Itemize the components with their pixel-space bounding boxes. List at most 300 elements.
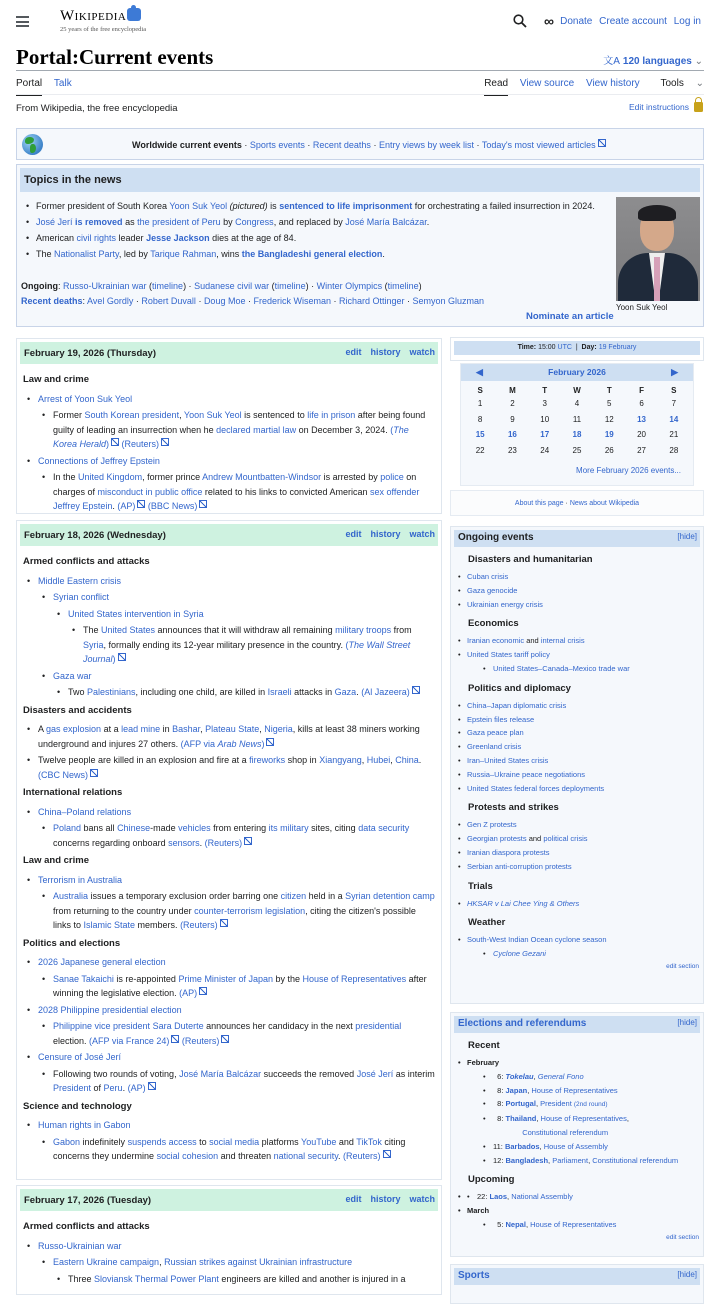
- election-link[interactable]: House of Representatives: [531, 1085, 618, 1095]
- story-item: • The United States announces that it will withdraw all remaining military troops from Syria, formally ending its 12-year military presence in the country. (The Wall Street Journal): [68, 623, 435, 667]
- tools-label: Tools: [660, 78, 684, 89]
- source-link[interactable]: (Reuters): [122, 439, 170, 449]
- ongoing-link[interactable]: Gaza peace plan: [467, 728, 524, 738]
- section-heading: Recent: [468, 1040, 500, 1051]
- tabs-divider: [16, 94, 704, 95]
- bangladeshi-election-link[interactable]: the Bangladeshi general election: [241, 249, 383, 259]
- calendar-day-link[interactable]: 13: [637, 414, 646, 424]
- election-link[interactable]: Constitutional referendum: [592, 1155, 679, 1165]
- ongoing-link[interactable]: Serbian anti-corruption protests: [467, 861, 572, 871]
- inline-link[interactable]: South Korean president: [84, 410, 180, 420]
- itn-item: • José Jerí is removed as the president of Peru by Congress, and replaced by José María Balcázar.: [23, 215, 595, 230]
- ongoing-link[interactable]: Iranian economic: [467, 636, 525, 646]
- tools-dropdown[interactable]: [651, 78, 704, 99]
- weekday-header: S: [671, 386, 677, 395]
- source-link[interactable]: (CBC News): [38, 770, 98, 780]
- itn-item: • The Nationalist Party, led by Tarique Rahman, wins the Bangladeshi general election.: [23, 247, 595, 262]
- list-item: • Iranian economic and internal crisis: [451, 634, 703, 648]
- election-item: • 6: Tokelau, General Fono: [480, 1070, 703, 1084]
- story-topic: [23, 955, 435, 1001]
- inline-link[interactable]: Andrew Mountbatten-Windsor: [202, 472, 322, 482]
- tarique-rahman-link[interactable]: Tarique Rahman: [150, 249, 217, 259]
- timeline-link[interactable]: timeline: [387, 281, 419, 291]
- ongoing-link[interactable]: Iran–United States crisis: [467, 755, 549, 765]
- calendar-day: 10: [540, 414, 550, 424]
- list-item: [451, 726, 703, 740]
- day-tools: [336, 347, 435, 357]
- about-page-link[interactable]: About this page: [514, 500, 564, 507]
- country-link[interactable]: Nepal: [505, 1219, 526, 1229]
- ongoing-link[interactable]: Epstein files release: [467, 714, 535, 724]
- inline-link[interactable]: lead mine: [121, 724, 161, 734]
- calendar-day-link[interactable]: 16: [507, 430, 517, 440]
- election-link[interactable]: House of Representatives: [540, 1114, 627, 1124]
- inline-link[interactable]: declared martial law: [216, 424, 297, 435]
- weekday-header: F: [639, 386, 644, 395]
- inline-link[interactable]: life in prison: [307, 410, 356, 420]
- puzzle-globe-icon: [127, 8, 141, 21]
- ongoing-link[interactable]: Gaza genocide: [467, 585, 518, 595]
- edit-section-link[interactable]: edit section: [666, 962, 699, 970]
- logo-tagline: 25 years of the free encyclopedia: [60, 26, 147, 33]
- day-label: Day:: [581, 344, 597, 351]
- edit-instructions-link[interactable]: Edit instructions: [629, 102, 689, 112]
- ongoing-link[interactable]: Cyclone Gezani: [493, 949, 546, 959]
- topic-link[interactable]: Russian strikes against Ukrainian infrastructure: [164, 1257, 353, 1267]
- inline-link[interactable]: YouTube: [301, 1136, 337, 1147]
- source-link[interactable]: (AFP via Arab News): [181, 739, 275, 749]
- panel-title[interactable]: Elections and referendums: [458, 1018, 587, 1029]
- calendar-day: 9: [510, 414, 515, 424]
- tab-read[interactable]: Read: [484, 78, 508, 96]
- day-tools: [336, 1194, 435, 1204]
- death-link[interactable]: Avel Gordly: [87, 296, 134, 306]
- inline-link[interactable]: military troops: [335, 625, 392, 635]
- list-item: [451, 818, 703, 832]
- inline-link[interactable]: social cohesion: [156, 1151, 219, 1161]
- news-about-wikipedia-link[interactable]: News about Wikipedia: [569, 500, 640, 507]
- edit-link[interactable]: edit: [345, 347, 362, 357]
- ongoing-link[interactable]: United States–Canada–Mexico trade war: [493, 663, 630, 673]
- tab-view-source[interactable]: View source: [519, 78, 575, 89]
- category-heading: Law and crime: [23, 374, 89, 385]
- sports-header: [454, 1268, 700, 1285]
- inline-link[interactable]: its military: [268, 823, 309, 833]
- topic-link[interactable]: 2026 Japanese general election: [38, 957, 166, 967]
- sports-events-link[interactable]: Sports events: [249, 140, 305, 150]
- most-viewed-link[interactable]: Today's most viewed articles: [482, 140, 606, 150]
- inline-link[interactable]: House of Representatives: [302, 973, 407, 984]
- day-block: [16, 338, 442, 514]
- election-item: • • 22: Laos, National Assembly: [464, 1190, 703, 1204]
- story-topic: [23, 574, 435, 700]
- ongoing-link[interactable]: Gen Z protests: [467, 820, 517, 830]
- jesse-jackson-link[interactable]: Jesse Jackson: [146, 233, 210, 243]
- inline-link[interactable]: vehicles: [178, 823, 211, 833]
- calendar: [460, 363, 694, 486]
- inline-link[interactable]: Chinese: [117, 823, 151, 833]
- source-link[interactable]: (AFP via France 24): [89, 1036, 179, 1046]
- inline-link[interactable]: Gaza: [334, 687, 357, 697]
- list-item: • Georgian protests and political crisis: [451, 832, 703, 846]
- weekday-header: M: [509, 386, 516, 395]
- source-link[interactable]: (Reuters): [182, 1036, 230, 1046]
- inline-link[interactable]: fireworks: [249, 755, 286, 765]
- story-item: • Philippine vice president Sara Duterte announces her candidacy in the next presidential election. (AFP via France 24) (Reuters): [38, 1019, 435, 1048]
- nationalist-party-link[interactable]: Nationalist Party: [54, 249, 119, 259]
- edit-link[interactable]: edit: [345, 529, 362, 539]
- day-date: February 18, 2026 (Wednesday): [24, 530, 166, 541]
- category-heading: Science and technology: [23, 1100, 132, 1112]
- story-item: • Twelve people are killed in an explosion and fire at a fireworks shop in Xiangyang, Hubei, China. (CBC News): [23, 753, 435, 782]
- election-item: • 12: Bangladesh, Parliament, Constitutional referendum: [480, 1154, 703, 1168]
- ongoing-link[interactable]: Russia–Ukraine peace negotiations: [467, 769, 585, 779]
- itn-header: Topics in the news: [20, 168, 700, 192]
- inline-link[interactable]: Gabon: [53, 1136, 81, 1147]
- calendar-day-link[interactable]: 18: [572, 430, 582, 440]
- timeline-link[interactable]: timeline: [274, 281, 306, 291]
- source-link[interactable]: (AP): [179, 988, 207, 998]
- calendar-month[interactable]: February 2026: [548, 367, 606, 377]
- election-link[interactable]: General Fono: [537, 1071, 584, 1081]
- election-link[interactable]: House of Assembly: [543, 1141, 608, 1151]
- story-item: • Former South Korean president, Yoon Suk Yeol is sentenced to life in prison after being found guilty of leading an insurrection when he declared martial law on December 3, 2024. (The Korea Herald) (Reuters): [38, 408, 435, 452]
- topic-link[interactable]: China–Poland relations: [38, 806, 132, 817]
- calendar-day-link[interactable]: 15: [475, 430, 485, 440]
- story-item: • In the United Kingdom, former prince Andrew Mountbatten-Windsor is arrested by police on charges of misconduct in public office related to his links to convicted American sex offender Jeffrey Epstein. (AP) (BBC News): [38, 470, 435, 514]
- nominate-article-link[interactable]: Nominate an article: [526, 311, 614, 322]
- elections-header: [454, 1016, 700, 1033]
- month-item: [451, 1056, 703, 1167]
- inline-link[interactable]: Sanae Takaichi: [53, 973, 114, 984]
- story-topic: [23, 392, 435, 452]
- inline-link[interactable]: national security: [273, 1151, 339, 1161]
- topics-in-the-news: [16, 164, 704, 327]
- day-header: [20, 524, 438, 546]
- list-item: [451, 648, 703, 676]
- calendar-day: 27: [637, 445, 646, 455]
- story-item: • Australia issues a temporary exclusion order barring one citizen held in a Syrian detention camp from returning to the country under counter-terrorism legislation, citing the citizen's possible links to Islamic State members. (Reuters): [38, 889, 435, 933]
- recent-deaths-label[interactable]: Recent deaths: [21, 296, 83, 306]
- donate-link[interactable]: Donate: [560, 16, 593, 27]
- watchlist-icon[interactable]: ∞: [544, 13, 554, 29]
- source-link[interactable]: (The Korea Herald): [53, 424, 409, 449]
- topic-link[interactable]: Terrorism in Australia: [38, 874, 123, 885]
- edit-section-link[interactable]: edit section: [666, 1233, 699, 1241]
- inline-link[interactable]: police: [380, 472, 404, 482]
- ongoing-link[interactable]: internal crisis: [540, 636, 585, 646]
- country-link[interactable]: Thailand: [505, 1114, 537, 1124]
- inline-link[interactable]: gas explosion: [46, 724, 102, 734]
- inline-link[interactable]: Bashar: [172, 724, 201, 734]
- election-link[interactable]: President: [540, 1099, 572, 1109]
- section-heading: Trials: [468, 880, 493, 892]
- calendar-day: 21: [669, 430, 679, 440]
- topic-link[interactable]: Censure of José Jerí: [38, 1052, 122, 1062]
- source-link[interactable]: (AP): [117, 501, 145, 511]
- story-topic: [38, 590, 435, 667]
- source-link[interactable]: (Reuters): [180, 920, 228, 930]
- inline-link[interactable]: misconduct in public office: [97, 486, 203, 497]
- main-menu-button[interactable]: [16, 16, 29, 27]
- calendar-day: 26: [604, 445, 614, 455]
- tab-portal[interactable]: Portal: [16, 78, 42, 96]
- inline-link[interactable]: sensors: [168, 837, 200, 848]
- inline-link[interactable]: suspends access: [127, 1136, 197, 1147]
- story-topic: [23, 454, 435, 514]
- itn-photo[interactable]: [616, 197, 700, 301]
- recent-deaths-link[interactable]: Recent deaths: [312, 140, 371, 150]
- calendar-day-link[interactable]: 19: [604, 430, 614, 440]
- tab-talk[interactable]: Talk: [53, 78, 72, 89]
- ongoing-link[interactable]: United States tariff policy: [467, 650, 550, 660]
- time-value: 15:00: [538, 344, 556, 351]
- inline-link[interactable]: counter-terrorism legislation: [194, 905, 306, 916]
- ongoing-line: Ongoing: Russo-Ukrainian war (timeline) · Sudanese civil war (timeline) · Winter Olympics (timeline): [21, 281, 422, 291]
- entry-views-link[interactable]: Entry views by week list: [378, 140, 474, 150]
- day-header: [20, 342, 438, 364]
- itn-item: • Former president of South Korea Yoon Suk Yeol (pictured) is sentenced to life imprisonment for orchestrating a failed insurrection in 2024.: [23, 199, 595, 214]
- ongoing-link[interactable]: Ukrainian energy crisis: [467, 599, 543, 609]
- category-heading: Armed conflicts and attacks: [23, 556, 150, 567]
- inline-link[interactable]: Nigeria: [264, 724, 293, 734]
- chevron-down-icon: ⌄: [695, 78, 704, 89]
- inline-link[interactable]: Jeffrey Epstein: [53, 501, 113, 511]
- inline-link[interactable]: citizen: [280, 891, 307, 901]
- calendar-day: 25: [572, 445, 582, 455]
- country-link[interactable]: Tokelau: [505, 1071, 534, 1081]
- history-link[interactable]: history: [370, 1194, 401, 1204]
- inline-link[interactable]: Hubei: [366, 755, 391, 765]
- civil-rights-link[interactable]: civil rights: [76, 233, 117, 243]
- ongoing-link[interactable]: South-West Indian Ocean cyclone season: [467, 935, 607, 945]
- inline-link[interactable]: United States: [101, 625, 156, 635]
- topic-link[interactable]: Human rights in Gabon: [38, 1120, 131, 1130]
- edit-instructions[interactable]: [629, 102, 703, 112]
- list-item: [451, 713, 703, 727]
- hide-toggle[interactable]: [hide]: [677, 1018, 697, 1027]
- itn-list: [23, 199, 595, 263]
- category-heading: Law and crime: [23, 855, 89, 866]
- ongoing-link[interactable]: Greenland crisis: [467, 742, 522, 752]
- topic-link[interactable]: Eastern Ukraine campaign: [53, 1257, 160, 1267]
- ongoing-link[interactable]: China–Japan diplomatic crisis: [467, 700, 567, 710]
- calendar-day-link[interactable]: 17: [540, 430, 550, 440]
- timeline-link[interactable]: timeline: [152, 281, 184, 291]
- calendar-day: 4: [574, 399, 580, 409]
- inline-link[interactable]: Poland: [53, 823, 82, 833]
- ongoing-label: Ongoing: [21, 281, 58, 291]
- inline-link[interactable]: President: [53, 1083, 92, 1093]
- topic-link[interactable]: Middle Eastern crisis: [38, 575, 122, 586]
- inline-link[interactable]: Syria: [83, 639, 104, 650]
- country-link[interactable]: Bangladesh: [505, 1155, 549, 1165]
- election-item: • 8: Portugal, President (2nd round): [480, 1097, 703, 1112]
- create-account-link[interactable]: Create account: [599, 16, 667, 27]
- is-removed-link[interactable]: is removed: [75, 217, 123, 227]
- tab-view-history[interactable]: View history: [585, 78, 640, 89]
- topic-link[interactable]: Arrest of Yoon Suk Yeol: [38, 393, 133, 404]
- inline-link[interactable]: Philippine vice president: [53, 1021, 151, 1031]
- recent-deaths-line: Recent deaths: Avel Gordly · Robert Duvall · Doug Moe · Frederick Wiseman · Richard Ottinger · Semyon Gluzman: [21, 296, 485, 306]
- ongoing-link[interactable]: political crisis: [543, 834, 588, 844]
- president-of-peru-link[interactable]: the president of Peru: [137, 217, 221, 227]
- country-link[interactable]: Portugal: [505, 1099, 536, 1109]
- next-month-icon[interactable]: ▶: [671, 367, 678, 377]
- inline-link[interactable]: China: [395, 755, 419, 765]
- inline-link[interactable]: Sara Duterte: [152, 1021, 204, 1031]
- inline-link[interactable]: sex offender: [370, 486, 420, 497]
- jose-jeri-link[interactable]: José Jerí: [36, 217, 73, 227]
- panel-title: Ongoing events: [458, 532, 534, 543]
- hide-toggle[interactable]: [hide]: [677, 1270, 697, 1279]
- source-link[interactable]: (Al Jazeera): [361, 687, 420, 697]
- country-link[interactable]: Barbados: [504, 1141, 540, 1151]
- story-topic: [38, 669, 435, 700]
- previous-month-icon[interactable]: ◀: [476, 367, 483, 377]
- inline-link[interactable]: Israeli: [267, 687, 292, 697]
- death-link[interactable]: Semyon Gluzman: [412, 296, 485, 306]
- translate-icon: 文A: [603, 56, 620, 67]
- ongoing-link[interactable]: Georgian protests: [467, 834, 527, 844]
- story-item: • Gabon indefinitely suspends access to social media platforms YouTube and TikTok citing concerns they undermine social cohesion and threaten national security. (Reuters): [38, 1135, 435, 1164]
- inline-link[interactable]: United Kingdom: [78, 472, 143, 482]
- topic-link[interactable]: Syrian conflict: [53, 592, 110, 602]
- story-topic: [23, 1118, 435, 1164]
- yoon-suk-yeol-link[interactable]: Yoon Suk Yeol: [169, 201, 228, 211]
- source-link[interactable]: (Reuters): [343, 1151, 391, 1161]
- list-item: [451, 782, 703, 796]
- death-link[interactable]: Richard Ottinger: [338, 296, 405, 306]
- source-link[interactable]: (AP): [128, 1083, 156, 1093]
- lock-icon: [694, 102, 703, 112]
- calendar-grid: [464, 381, 690, 458]
- utc-link[interactable]: UTC: [557, 344, 572, 351]
- topic-link[interactable]: Connections of Jeffrey Epstein: [38, 455, 160, 466]
- day-link[interactable]: 19 February: [598, 344, 637, 351]
- time-box: [450, 337, 704, 361]
- history-link[interactable]: history: [370, 347, 401, 357]
- calendar-day: 3: [542, 399, 547, 409]
- ongoing-link[interactable]: Winter Olympics: [316, 281, 383, 291]
- languages-button[interactable]: [603, 52, 703, 67]
- inline-link[interactable]: José Jerí: [356, 1068, 394, 1079]
- death-link[interactable]: Robert Duvall: [141, 296, 196, 306]
- topic-link[interactable]: 2028 Philippine presidential election: [38, 1004, 182, 1015]
- about-box: About this page · News about Wikipedia: [450, 490, 704, 516]
- calendar-day: 28: [669, 445, 679, 455]
- inline-link[interactable]: presidential: [355, 1021, 402, 1031]
- site-subtitle: From Wikipedia, the free encyclopedia: [16, 103, 178, 114]
- story-item: • Two Palestinians, including one child, are killed in Israeli attacks in Gaza. (Al Jazeera): [53, 685, 435, 700]
- inline-link[interactable]: José María Balcázar: [179, 1068, 262, 1079]
- calendar-day: 23: [507, 445, 517, 455]
- country-link[interactable]: Laos: [489, 1192, 508, 1202]
- panel-title[interactable]: Sports: [458, 1270, 490, 1281]
- log-in-link[interactable]: Log in: [673, 16, 701, 27]
- inline-link[interactable]: data security: [358, 823, 410, 833]
- hide-toggle[interactable]: [hide]: [677, 532, 697, 541]
- election-link[interactable]: National Assembly: [511, 1192, 573, 1202]
- globe-icon: [22, 134, 43, 155]
- inline-link[interactable]: Sloviansk Thermal Power Plant: [94, 1273, 219, 1284]
- calendar-day-link[interactable]: 14: [669, 414, 679, 424]
- story-item: • A gas explosion at a lead mine in Bashar, Plateau State, Nigeria, kills at least 38 miners working underground and injures 27 others. (AFP via Arab News): [23, 722, 435, 751]
- story-item: • Sanae Takaichi is re-appointed Prime Minister of Japan by the House of Representatives after winning the legislative election. (AP): [38, 972, 435, 1001]
- watch-link[interactable]: watch: [409, 1194, 435, 1204]
- photo-tie: [654, 257, 660, 301]
- ongoing-link[interactable]: Cuban crisis: [467, 572, 509, 581]
- election-link[interactable]: Parliament: [552, 1155, 589, 1165]
- watch-link[interactable]: watch: [409, 347, 435, 357]
- inline-link[interactable]: Plateau State: [205, 724, 260, 734]
- inline-link[interactable]: Peru: [103, 1083, 123, 1093]
- death-link[interactable]: Frederick Wiseman: [253, 296, 331, 306]
- ongoing-link[interactable]: United States federal forces deployments: [467, 783, 605, 793]
- ongoing-link[interactable]: HKSAR v Lai Chee Ying & Others: [467, 898, 580, 908]
- country-link[interactable]: Japan: [505, 1085, 528, 1095]
- story-topic: [23, 805, 435, 851]
- election-link[interactable]: House of Representatives: [530, 1219, 617, 1229]
- ongoing-link[interactable]: Iranian diaspora protests: [467, 847, 550, 857]
- inline-link[interactable]: Palestinians: [87, 687, 136, 697]
- death-link[interactable]: Doug Moe: [203, 296, 246, 306]
- source-link[interactable]: (BBC News): [148, 501, 208, 511]
- list-item: [451, 846, 703, 860]
- search-icon[interactable]: [513, 14, 527, 28]
- story-topic: [23, 873, 435, 933]
- ongoing-events-panel: [450, 526, 704, 1004]
- logo-wordmark: Wikipedia: [60, 8, 127, 24]
- topic-link[interactable]: Gaza war: [53, 670, 92, 681]
- inline-link[interactable]: TikTok: [356, 1136, 382, 1147]
- topic-link[interactable]: United States intervention in Syria: [68, 608, 204, 619]
- inline-link[interactable]: Syrian detention camp: [345, 891, 435, 901]
- sentenced-link[interactable]: sentenced to life imprisonment: [279, 201, 413, 211]
- list-item: [480, 947, 703, 961]
- photo-caption: Yoon Suk Yeol: [616, 303, 668, 312]
- congress-link[interactable]: Congress: [235, 217, 274, 227]
- topic-link[interactable]: Russo-Ukrainian war: [38, 1240, 122, 1251]
- view-tabs: [475, 78, 704, 99]
- ongoing-link[interactable]: Sudanese civil war: [194, 281, 270, 291]
- calendar-day: 20: [637, 430, 646, 440]
- calendar-day: 12: [604, 414, 614, 424]
- watch-link[interactable]: watch: [409, 529, 435, 539]
- wikipedia-logo[interactable]: [60, 8, 146, 33]
- section-heading: Weather: [468, 917, 506, 929]
- inline-link[interactable]: Australia: [53, 891, 89, 901]
- election-link[interactable]: Constitutional referendum: [522, 1127, 609, 1137]
- inline-link[interactable]: Islamic State: [83, 920, 136, 930]
- day-content: [17, 367, 441, 520]
- inline-link[interactable]: social media: [209, 1136, 260, 1147]
- history-link[interactable]: history: [370, 529, 401, 539]
- inline-link[interactable]: Yoon Suk Yeol: [183, 410, 242, 420]
- election-link[interactable]: (2nd round): [573, 1101, 608, 1109]
- story-topic: [53, 607, 435, 667]
- source-link[interactable]: (Reuters): [205, 838, 253, 848]
- inline-link[interactable]: Prime Minister of Japan: [178, 973, 273, 984]
- source-link[interactable]: (The Wall Street Journal): [83, 639, 411, 664]
- ongoing-link[interactable]: Russo-Ukrainian war: [63, 281, 147, 291]
- inline-link[interactable]: Xiangyang: [319, 755, 362, 765]
- balcazar-link[interactable]: José María Balcázar: [345, 217, 427, 227]
- weekday-header: T: [606, 386, 612, 395]
- more-events-link[interactable]: More February 2026 events...: [576, 466, 681, 475]
- story-item: • Following two rounds of voting, José María Balcázar succeeds the removed José Jerí as interim President of Peru. (AP): [38, 1067, 435, 1096]
- edit-link[interactable]: edit: [345, 1194, 362, 1204]
